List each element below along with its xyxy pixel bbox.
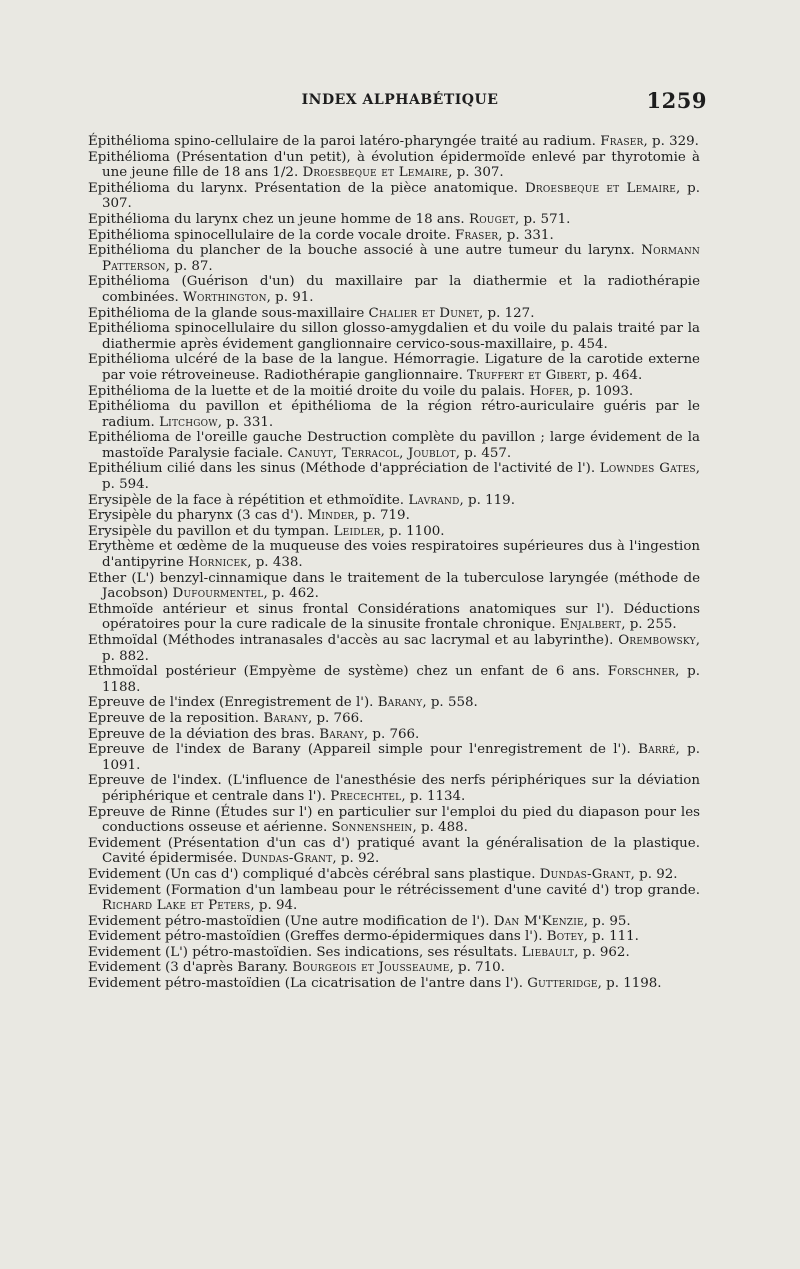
entry-subject: Epithélioma du larynx. Présentation de la pièce anatomique.: [88, 180, 519, 196]
entry-page-ref: , p. 464.: [586, 367, 643, 383]
entry-page-ref: , p. 307.: [448, 165, 504, 181]
entry-page-ref: , p. 457.: [455, 445, 512, 461]
page-header: [0, 88, 800, 118]
index-entry: [88, 306, 700, 322]
entry-subject: Evidement pétro-mastoïdien (Greffes dermo-épidermiques dans l').: [88, 929, 543, 945]
entry-subject: Evidement (Présentation d'un cas d') pratiqué avant la généralisation de la plastique. Cavité épidermisée.: [88, 835, 700, 867]
index-entry: [88, 181, 700, 212]
entry-subject: Epreuve de l'index de Barany (Appareil simple pour l'enregistrement de l').: [88, 742, 631, 758]
index-entry: [88, 352, 700, 383]
index-entry: [88, 493, 700, 509]
index-entry: [88, 212, 700, 228]
index-entry: [88, 633, 700, 664]
entry-subject: Evidement (Un cas d') compliqué d'abcès cérébral sans plastique.: [88, 866, 536, 882]
entry-authors: Liebault: [521, 944, 575, 960]
entry-page-ref: , p. 710.: [449, 960, 505, 976]
entry-authors: Hornicek: [188, 555, 248, 571]
entry-authors: Dufourmentel: [172, 586, 264, 602]
entry-page-ref: , p. 1188.: [102, 664, 701, 695]
entry-page-ref: , p. 462.: [263, 586, 319, 602]
entry-authors: Dundas-Grant: [539, 866, 631, 882]
entry-authors: Dan M'Kenzie: [493, 913, 584, 929]
entry-page-ref: , p. 1100.: [380, 523, 445, 539]
entry-authors: Enjalbert: [559, 617, 622, 633]
entry-page-ref: , p. 329.: [643, 134, 699, 149]
entry-authors: Lowndes Gates: [599, 461, 696, 477]
entry-authors: Leidler: [333, 523, 381, 539]
entry-authors: Barany: [263, 710, 308, 726]
entry-subject: Evidement pétro-mastoïdien (Une autre modification de l').: [88, 913, 490, 929]
entry-subject: Epreuve de la reposition.: [88, 710, 260, 726]
entry-subject: Ethmoïdal postérieur (Empyème de système) chez un enfant de 6 ans.: [88, 664, 600, 680]
index-entry: [88, 742, 700, 773]
index-entry: [88, 929, 700, 945]
index-entry: [88, 805, 700, 836]
entry-authors: Rouget: [468, 211, 515, 227]
entry-page-ref: , p. 111.: [583, 929, 639, 945]
index-entry: [88, 664, 700, 695]
entry-page-ref: , p. 92.: [332, 851, 380, 867]
index-entry: [88, 524, 700, 540]
entry-authors: Litchgow: [159, 414, 218, 430]
entry-authors: Orembowsky: [618, 633, 696, 648]
entry-subject: Epithélioma (Présentation d'un petit), à évolution épidermoïde enlevé par thyrotomie à une jeune fille de 18 ans 1/2.: [88, 149, 700, 181]
entry-subject: Erysipèle du pavillon et du tympan.: [88, 523, 330, 539]
running-title: INDEX ALPHABÉTIQUE: [301, 92, 499, 108]
entry-authors: Hofer: [529, 383, 570, 399]
entry-subject: Ether (L') benzyl-cinnamique dans le traitement de la tuberculose laryngée (méthode de Jacobson): [88, 570, 700, 602]
index-entry: [88, 461, 700, 492]
entry-subject: Epithélioma du pavillon et épithélioma de la région rétro-auriculaire guéris par le radium.: [88, 399, 700, 430]
index-entry: [88, 602, 700, 633]
entry-subject: Epithélioma du plancher de la bouche associé à une autre tumeur du larynx.: [88, 243, 635, 259]
index-entry: [88, 571, 700, 602]
entry-subject: Evidement pétro-mastoïdien (La cicatrisation de l'antre dans l').: [88, 976, 523, 992]
entry-page-ref: , p. 92.: [630, 866, 678, 882]
entry-page-ref: , p. 91.: [266, 289, 314, 305]
index-entry: [88, 727, 700, 743]
index-entry: [88, 836, 700, 867]
entry-authors: Barany: [319, 726, 364, 742]
entry-page-ref: , p. 719.: [354, 508, 410, 524]
entry-subject: Epithélioma (Guérison d'un) du maxillaire par la diathermie et la radiothérapie combinées.: [88, 274, 700, 305]
index-entry: [88, 274, 700, 305]
entry-page-ref: , p. 87.: [165, 258, 213, 274]
index-entry: [88, 539, 700, 570]
index-entry: [88, 430, 700, 461]
index-entry: [88, 883, 700, 914]
index-entry: [88, 976, 700, 992]
entry-page-ref: , p. 1198.: [597, 976, 662, 992]
entry-page-ref: , p. 331.: [217, 414, 274, 430]
entry-authors: Dundas-Grant: [241, 851, 333, 867]
index-entry: [88, 867, 700, 883]
entry-page-ref: , p. 1091.: [102, 742, 700, 773]
entry-subject: Épithélioma spino-cellulaire de la paroi latéro-pharyngée traité au radium.: [88, 134, 596, 149]
entry-authors: Sonnenshein: [331, 820, 413, 836]
entry-authors: Fraser: [600, 134, 644, 149]
entry-authors: Canuyt, Terracol, Joublot: [287, 445, 456, 461]
entry-subject: Epithélioma ulcéré de la base de la langue. Hémorragie. Ligature de la carotide externe par voie rétroveineuse. Radiothérapie ganglionnaire.: [88, 352, 700, 383]
entry-subject: Epreuve de l'index (Enregistrement de l').: [88, 695, 374, 711]
index-entries: [88, 134, 700, 992]
index-entry: [88, 773, 700, 804]
entry-page-ref: , p. 962.: [574, 944, 630, 960]
entry-page-ref: , p. 1134.: [401, 788, 466, 804]
entry-subject: Epreuve de Rinne (Études sur l') en particulier sur l'emploi du pied du diapason pour les conductions osseuse et aérienne.: [88, 804, 700, 836]
entry-page-ref: , p. 594.: [102, 461, 700, 493]
entry-authors: Forschner: [607, 664, 676, 680]
entry-subject: Epithélioma spinocellulaire de la corde vocale droite.: [88, 227, 451, 243]
entry-authors: Botey: [546, 929, 584, 945]
entry-subject: Epreuve de la déviation des bras.: [88, 726, 315, 742]
entry-authors: Truffert et Gibert: [467, 367, 587, 383]
entry-subject: Erysipèle du pharynx (3 cas d').: [88, 508, 304, 524]
entry-page-ref: , p. 882.: [102, 633, 701, 664]
entry-authors: Droesbeque et Lemaire: [302, 165, 449, 181]
entry-authors: Droesbeque et Lemaire: [524, 180, 676, 196]
entry-subject: Epithélioma spinocellulaire du sillon glosso-amygdalien et du voile du palais traité par la diathermie après évidement ganglionnaire cervico-sous-maxillaire,: [88, 321, 700, 352]
entry-subject: Epithélium cilié dans les sinus (Méthode d'appréciation de l'activité de l').: [88, 461, 596, 477]
entry-authors: Barany: [377, 695, 423, 711]
entry-page-ref: , p. 95.: [583, 913, 631, 929]
entry-page-ref: , p. 331.: [498, 227, 554, 243]
entry-subject: Epithélioma du larynx chez un jeune homme de 18 ans.: [88, 211, 465, 227]
entry-page-ref: p. 454.: [560, 336, 608, 352]
entry-page-ref: , p. 571.: [514, 211, 571, 227]
entry-subject: Epreuve de l'index. (L'influence de l'anesthésie des nerfs périphériques sur la déviation périphérique et centrale dans l').: [88, 773, 700, 804]
entry-page-ref: , p. 307.: [102, 180, 700, 212]
entry-authors: Fraser: [455, 227, 499, 243]
index-entry: [88, 945, 700, 961]
entry-subject: Evidement (Formation d'un lambeau pour le rétrécissement d'une cavité d') trop grande.: [88, 882, 700, 898]
index-entry: [88, 508, 700, 524]
page-number: 1259: [646, 88, 707, 113]
entry-subject: Ethmoïdal (Méthodes intranasales d'accès au sac lacrymal et au labyrinthe).: [88, 633, 614, 648]
entry-page-ref: , p. 766.: [307, 710, 364, 726]
entry-subject: Erythème et œdème de la muqueuse des voies respiratoires supérieures dus à l'ingestion d'antipyrine: [88, 539, 700, 571]
index-entry: [88, 321, 700, 352]
index-entry: [88, 150, 700, 181]
entry-authors: Normann Patterson: [102, 243, 700, 274]
index-entry: [88, 695, 700, 711]
entry-authors: Bourgeois et Jousseaume: [292, 960, 450, 976]
entry-page-ref: , p. 255.: [621, 617, 677, 633]
entry-subject: Epithélioma de la glande sous-maxillaire: [88, 305, 365, 321]
entry-authors: Chalier et Dunet: [368, 305, 480, 321]
entry-subject: Ethmoïde antérieur et sinus frontal Considérations anatomiques sur l'). Déductions opératoires pour la cure radicale de la sinusite frontale chronique.: [88, 601, 700, 633]
entry-authors: Precechtel: [330, 788, 402, 804]
entry-page-ref: , p. 488.: [412, 820, 468, 836]
entry-subject: Evidement (L') pétro-mastoïdien. Ses indications, ses résultats.: [88, 944, 518, 960]
index-entry: [88, 228, 700, 244]
entry-authors: Worthington: [182, 289, 267, 305]
entry-page-ref: , p. 119.: [459, 492, 515, 508]
index-entry: [88, 243, 700, 274]
entry-page-ref: , p. 127.: [479, 305, 535, 321]
entry-page-ref: , p. 558.: [422, 695, 478, 711]
entry-page-ref: , p. 766.: [363, 726, 420, 742]
index-entry: [88, 960, 700, 976]
index-entry: [88, 399, 700, 430]
entry-authors: Richard Lake et Peters: [102, 898, 251, 914]
entry-subject: Epithélioma de l'oreille gauche Destruction complète du pavillon ; large évidement de la mastoïde Paralysie faciale.: [88, 430, 700, 461]
entry-page-ref: , p. 1093.: [569, 383, 634, 399]
entry-authors: Lavrand: [408, 492, 460, 508]
entry-authors: Barré: [638, 742, 676, 758]
index-entry: [88, 914, 700, 930]
index-entry: [88, 134, 700, 150]
entry-subject: Evidement (3 d'après Barany.: [88, 960, 289, 976]
entry-authors: Gutteridge: [527, 976, 598, 992]
entry-page-ref: , p. 94.: [250, 898, 298, 914]
entry-authors: Minder: [307, 508, 355, 524]
index-entry: [88, 711, 700, 727]
entry-page-ref: , p. 438.: [247, 555, 303, 571]
entry-subject: Erysipèle de la face à répétition et ethmoïdite.: [88, 492, 405, 508]
index-entry: [88, 384, 700, 400]
entry-subject: Epithélioma de la luette et de la moitié droite du voile du palais.: [88, 383, 526, 399]
